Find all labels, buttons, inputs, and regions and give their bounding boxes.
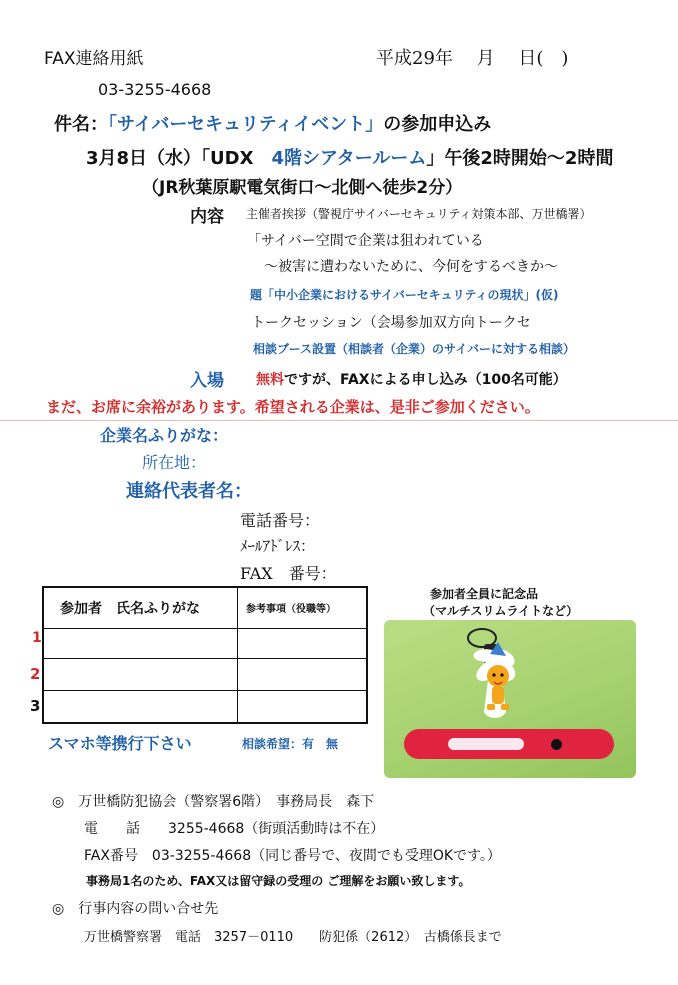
gift-subtitle: （マルチスリムライトなど） [423, 604, 579, 618]
col-participant-name: 参加者 氏名ふりがな [60, 601, 200, 617]
inquiry-detail: 万世橋警察署 電話 3257－0110 防犯係（2612） 古橋係長まで [84, 930, 502, 945]
slim-light [404, 729, 614, 759]
admission-free: 無料 [256, 372, 284, 388]
subject-prefix: 件名： [54, 114, 108, 135]
row-number-3: 3 [30, 697, 41, 715]
light-slot [448, 738, 524, 750]
divider-line [0, 420, 678, 421]
admission-label: 入場 [190, 371, 224, 391]
admission-text [256, 369, 567, 389]
inquiry-title: ◎ 行事内容の問い合せ先 [52, 901, 219, 917]
content-label: 内容 [190, 207, 224, 227]
smartphone-note: スマホ等携行下さい [48, 734, 192, 753]
email-label: ﾒｰﾙｱﾄﾞﾚｽ： [240, 537, 316, 555]
fax-label: FAX 番号： [240, 564, 337, 583]
phone-label: 電話番号： [240, 511, 321, 530]
fax-title: FAX連絡用紙 [44, 49, 144, 69]
contact-note: 事務局1名のため、FAX又は留守録の受理の ご理解をお願い致します。 [86, 874, 471, 888]
company-label: 企業名ふりがな： [100, 426, 229, 445]
row-number-2: 2 [30, 665, 41, 683]
table-rule [237, 588, 238, 722]
content-line-4: 題「中小企業におけるサイバーセキュリティの現状」(仮) [250, 288, 559, 302]
row-number-1: 1 [32, 630, 42, 646]
contact-fax: FAX番号 03-3255-4668（同じ番号で、夜間でも受理OKです。） [84, 848, 501, 864]
light-button [551, 739, 562, 750]
event-date: 3月8日（水）「UDX [86, 148, 272, 169]
subject-event: 「サイバーセキュリティイベント」 [108, 114, 384, 135]
event-datetime [86, 144, 613, 170]
content-line-2: 「サイバー空間で企業は狙われている [247, 233, 484, 249]
participant-table [42, 586, 368, 724]
table-rule [44, 690, 366, 691]
event-room: 4階シアタールーム [271, 148, 427, 169]
representative-label: 連絡代表者名： [126, 481, 252, 502]
gift-photo [384, 620, 636, 778]
event-access: （JR秋葉原駅電気街口～北側へ徒歩2分） [142, 178, 463, 198]
subject-suffix: の参加申込み [383, 114, 492, 135]
gift-title: 参加者全員に記念品 [430, 587, 539, 601]
fax-number: 03-3255-4668 [98, 80, 212, 99]
admission-detail: ですが、FAXによる申し込み（100名可能） [284, 372, 567, 388]
content-line-1: 主催者挨拶（警視庁サイバーセキュリティ対策本部、万世橋署） [246, 207, 592, 221]
table-rule [44, 628, 366, 629]
contact-tel: 電 話 3255-4668（街頭活動時は不在） [84, 821, 385, 837]
admission-notice: まだ、お席に余裕があります。希望される企業は、是非ご参加ください。 [46, 398, 540, 416]
contact-org: ◎ 万世橋防犯協会（警察署6階） 事務局長 森下 [52, 794, 375, 810]
table-rule [44, 658, 366, 659]
consultation-request: 相談希望：有 無 [242, 737, 339, 751]
content-line-6: 相談ブース設置（相談者（企業）のサイバーに対する相談） [253, 342, 575, 356]
content-line-5: トークセッション（会場参加双方向トークセ [251, 315, 531, 331]
date-field: 平成29年 月 日( ) [376, 48, 569, 69]
subject-line [54, 110, 491, 136]
address-label: 所在地： [142, 453, 207, 472]
content-line-3: ～被害に遭わないために、今何をするべきか～ [264, 259, 558, 275]
col-notes: 参考事項（役職等） [246, 604, 336, 615]
event-time: 」午後2時開始～2時間 [426, 148, 614, 169]
